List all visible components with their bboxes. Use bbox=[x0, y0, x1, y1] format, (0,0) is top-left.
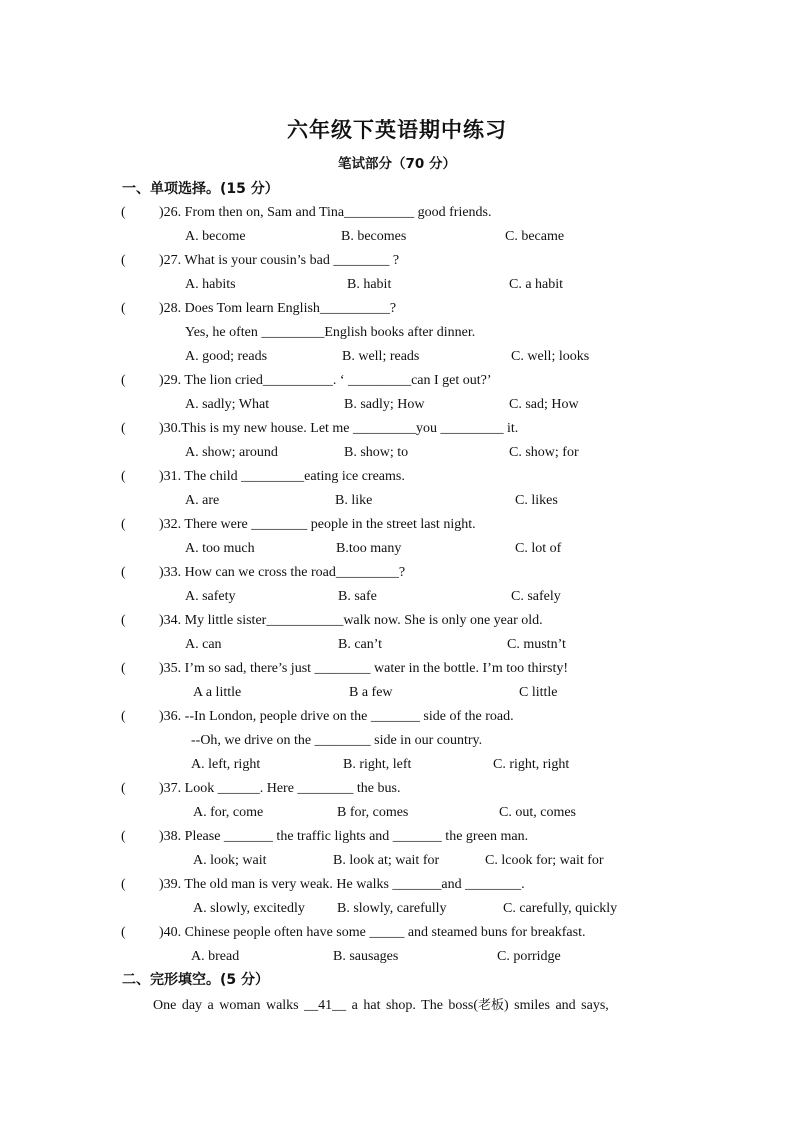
option-b: B. look at; wait for bbox=[333, 853, 440, 868]
option-a: A. good; reads bbox=[185, 349, 268, 364]
question-stem: )36. --In London, people drive on the _______ side of the road. bbox=[159, 709, 514, 724]
option-a: A. bread bbox=[191, 949, 240, 964]
option-b: B. can’t bbox=[338, 637, 383, 652]
option-a: A. become bbox=[185, 229, 246, 244]
question-stem: )31. The child _________eating ice creams. bbox=[159, 469, 405, 484]
exam-page: 六年级下英语期中练习 笔试部分（70 分） 一、单项选择。(15 分） ( )26. From then on, Sam and Tina__________ good friends. A. become B. becomes C. became ( )27. What is your cousin’s bad ________ ? A. habits B. habit C. a habit ( )28. Does Tom learn English__________? Yes, he often _________English books after dinner. A. good; reads B. well; reads C. well; looks ( )29. The lion cried__________. ‘ _________can I get out?’ A. sadly; What B. sadly; How C. sad; How ( )30.This is my new house. Let me _________you _________ it. A. show; around B. show; to C. show; for ( )31. The child _________eating ice creams. A. are B. like C. likes ( )32. There were ________ people in the street last night. A. too much B.too many C. lot of ( )33. How can we cross the road_________? A. safety B. safe C. safely ( )34. My little sister___________walk now. She is only one year old. A. can B. can’t C. mustn’t ( )35. I’m so sad, there’s just ________ water in the bottle. I’m too thirsty! A a little B a few C little ( )36. --In London, people drive on the _______ side of the road. --Oh, we drive on the ________ side in our country. A. left, right B. right, left C. right, right ( )37. Look ______. Here ________ the bus. A. for, come B for, comes C. out, comes ( )38. Please _______ the traffic lights and _______ the green man. A. look; wait B. look at; wait for C. lcook for; wait for ( )39. The old man is very weak. He walks _______and ________. A. slowly, excitedly B. slowly, carefully C. carefully, quickly ( )40. Chinese people often have some _____ and steamed buns for breakfast. A. bread B. sausages C. porridge 二、完形填空。(5 分） One day a woman walks __41__ a hat shop. The boss(老板) smiles and says, bbox=[0, 0, 794, 1123]
option-b: B. becomes bbox=[341, 229, 407, 244]
option-b: B. safe bbox=[338, 589, 377, 604]
option-b: B.too many bbox=[336, 541, 402, 556]
option-a: A. show; around bbox=[185, 445, 278, 460]
passage-text: a hat shop. The boss( bbox=[346, 998, 478, 1013]
option-b: B a few bbox=[349, 685, 393, 700]
option-a: A. safety bbox=[185, 589, 236, 604]
section-heading-multiple-choice: 一、单项选择。(15 分） bbox=[122, 181, 279, 197]
option-c: C. out, comes bbox=[499, 805, 576, 820]
option-a: A. are bbox=[185, 493, 220, 508]
option-c: C. right, right bbox=[493, 757, 570, 772]
question-stem: )28. Does Tom learn English__________? bbox=[159, 301, 397, 316]
option-b: B. sausages bbox=[333, 949, 399, 964]
option-a: A. slowly, excitedly bbox=[193, 901, 305, 916]
option-b: B. right, left bbox=[343, 757, 412, 772]
option-c: C. sad; How bbox=[509, 397, 579, 412]
cloze-passage-line bbox=[153, 994, 609, 1014]
option-b: B. sadly; How bbox=[344, 397, 425, 412]
option-b: B. slowly, carefully bbox=[337, 901, 447, 916]
passage-text: One day a woman walks bbox=[153, 998, 305, 1013]
option-c: C. a habit bbox=[509, 277, 564, 292]
blank-41: __41__ bbox=[304, 998, 347, 1013]
option-c: C. lot of bbox=[515, 541, 562, 556]
option-a: A. too much bbox=[185, 541, 255, 556]
option-c: C. lcook for; wait for bbox=[485, 853, 604, 868]
option-c: C. likes bbox=[515, 493, 558, 508]
option-c: C. porridge bbox=[497, 949, 561, 964]
question-stem: )30.This is my new house. Let me _________you _________ it. bbox=[159, 421, 519, 436]
section-heading-cloze: 二、完形填空。(5 分） bbox=[122, 972, 270, 988]
option-a: A. look; wait bbox=[193, 853, 267, 868]
option-c: C. carefully, quickly bbox=[503, 901, 618, 916]
option-a: A. for, come bbox=[193, 805, 264, 820]
passage-text: ) smiles and says, bbox=[504, 998, 609, 1013]
option-c: C. well; looks bbox=[511, 349, 590, 364]
option-b: B. well; reads bbox=[342, 349, 420, 364]
question-stem: )35. I’m so sad, there’s just ________ water in the bottle. I’m too thirsty! bbox=[159, 661, 569, 676]
option-c: C. safely bbox=[511, 589, 561, 604]
option-c: C. show; for bbox=[509, 445, 579, 460]
option-c: C little bbox=[519, 685, 558, 700]
option-a: A. sadly; What bbox=[185, 397, 270, 412]
option-b: B. habit bbox=[347, 277, 392, 292]
question-stem: )40. Chinese people often have some _____ and steamed buns for breakfast. bbox=[159, 925, 586, 940]
question-subline: Yes, he often _________English books after dinner. bbox=[185, 325, 476, 340]
option-a: A a little bbox=[193, 685, 242, 700]
page-title: 六年级下英语期中练习 bbox=[287, 118, 507, 142]
question-stem: )32. There were ________ people in the street last night. bbox=[159, 517, 476, 532]
option-a: A. left, right bbox=[191, 757, 261, 772]
option-b: B. like bbox=[335, 493, 373, 508]
question-stem: )27. What is your cousin’s bad ________ ? bbox=[159, 253, 400, 268]
passage-cjk: 老板 bbox=[477, 998, 504, 1013]
option-b: B. show; to bbox=[344, 445, 409, 460]
question-stem: )33. How can we cross the road_________? bbox=[159, 565, 406, 580]
question-subline: --Oh, we drive on the ________ side in our country. bbox=[191, 733, 483, 748]
question-stem: )29. The lion cried__________. ‘ _________can I get out?’ bbox=[159, 373, 492, 388]
option-c: C. became bbox=[505, 229, 565, 244]
option-a: A. habits bbox=[185, 277, 236, 292]
question-stem: )26. From then on, Sam and Tina__________ good friends. bbox=[159, 205, 492, 220]
question-stem: )34. My little sister___________walk now. She is only one year old. bbox=[159, 613, 543, 628]
question-stem: )37. Look ______. Here ________ the bus. bbox=[159, 781, 401, 796]
option-b: B for, comes bbox=[337, 805, 409, 820]
option-c: C. mustn’t bbox=[507, 637, 566, 652]
question-stem: )39. The old man is very weak. He walks _______and ________. bbox=[159, 877, 525, 892]
option-a: A. can bbox=[185, 637, 222, 652]
question-stem: )38. Please _______ the traffic lights and _______ the green man. bbox=[159, 829, 529, 844]
page-subtitle: 笔试部分（70 分） bbox=[338, 156, 456, 172]
